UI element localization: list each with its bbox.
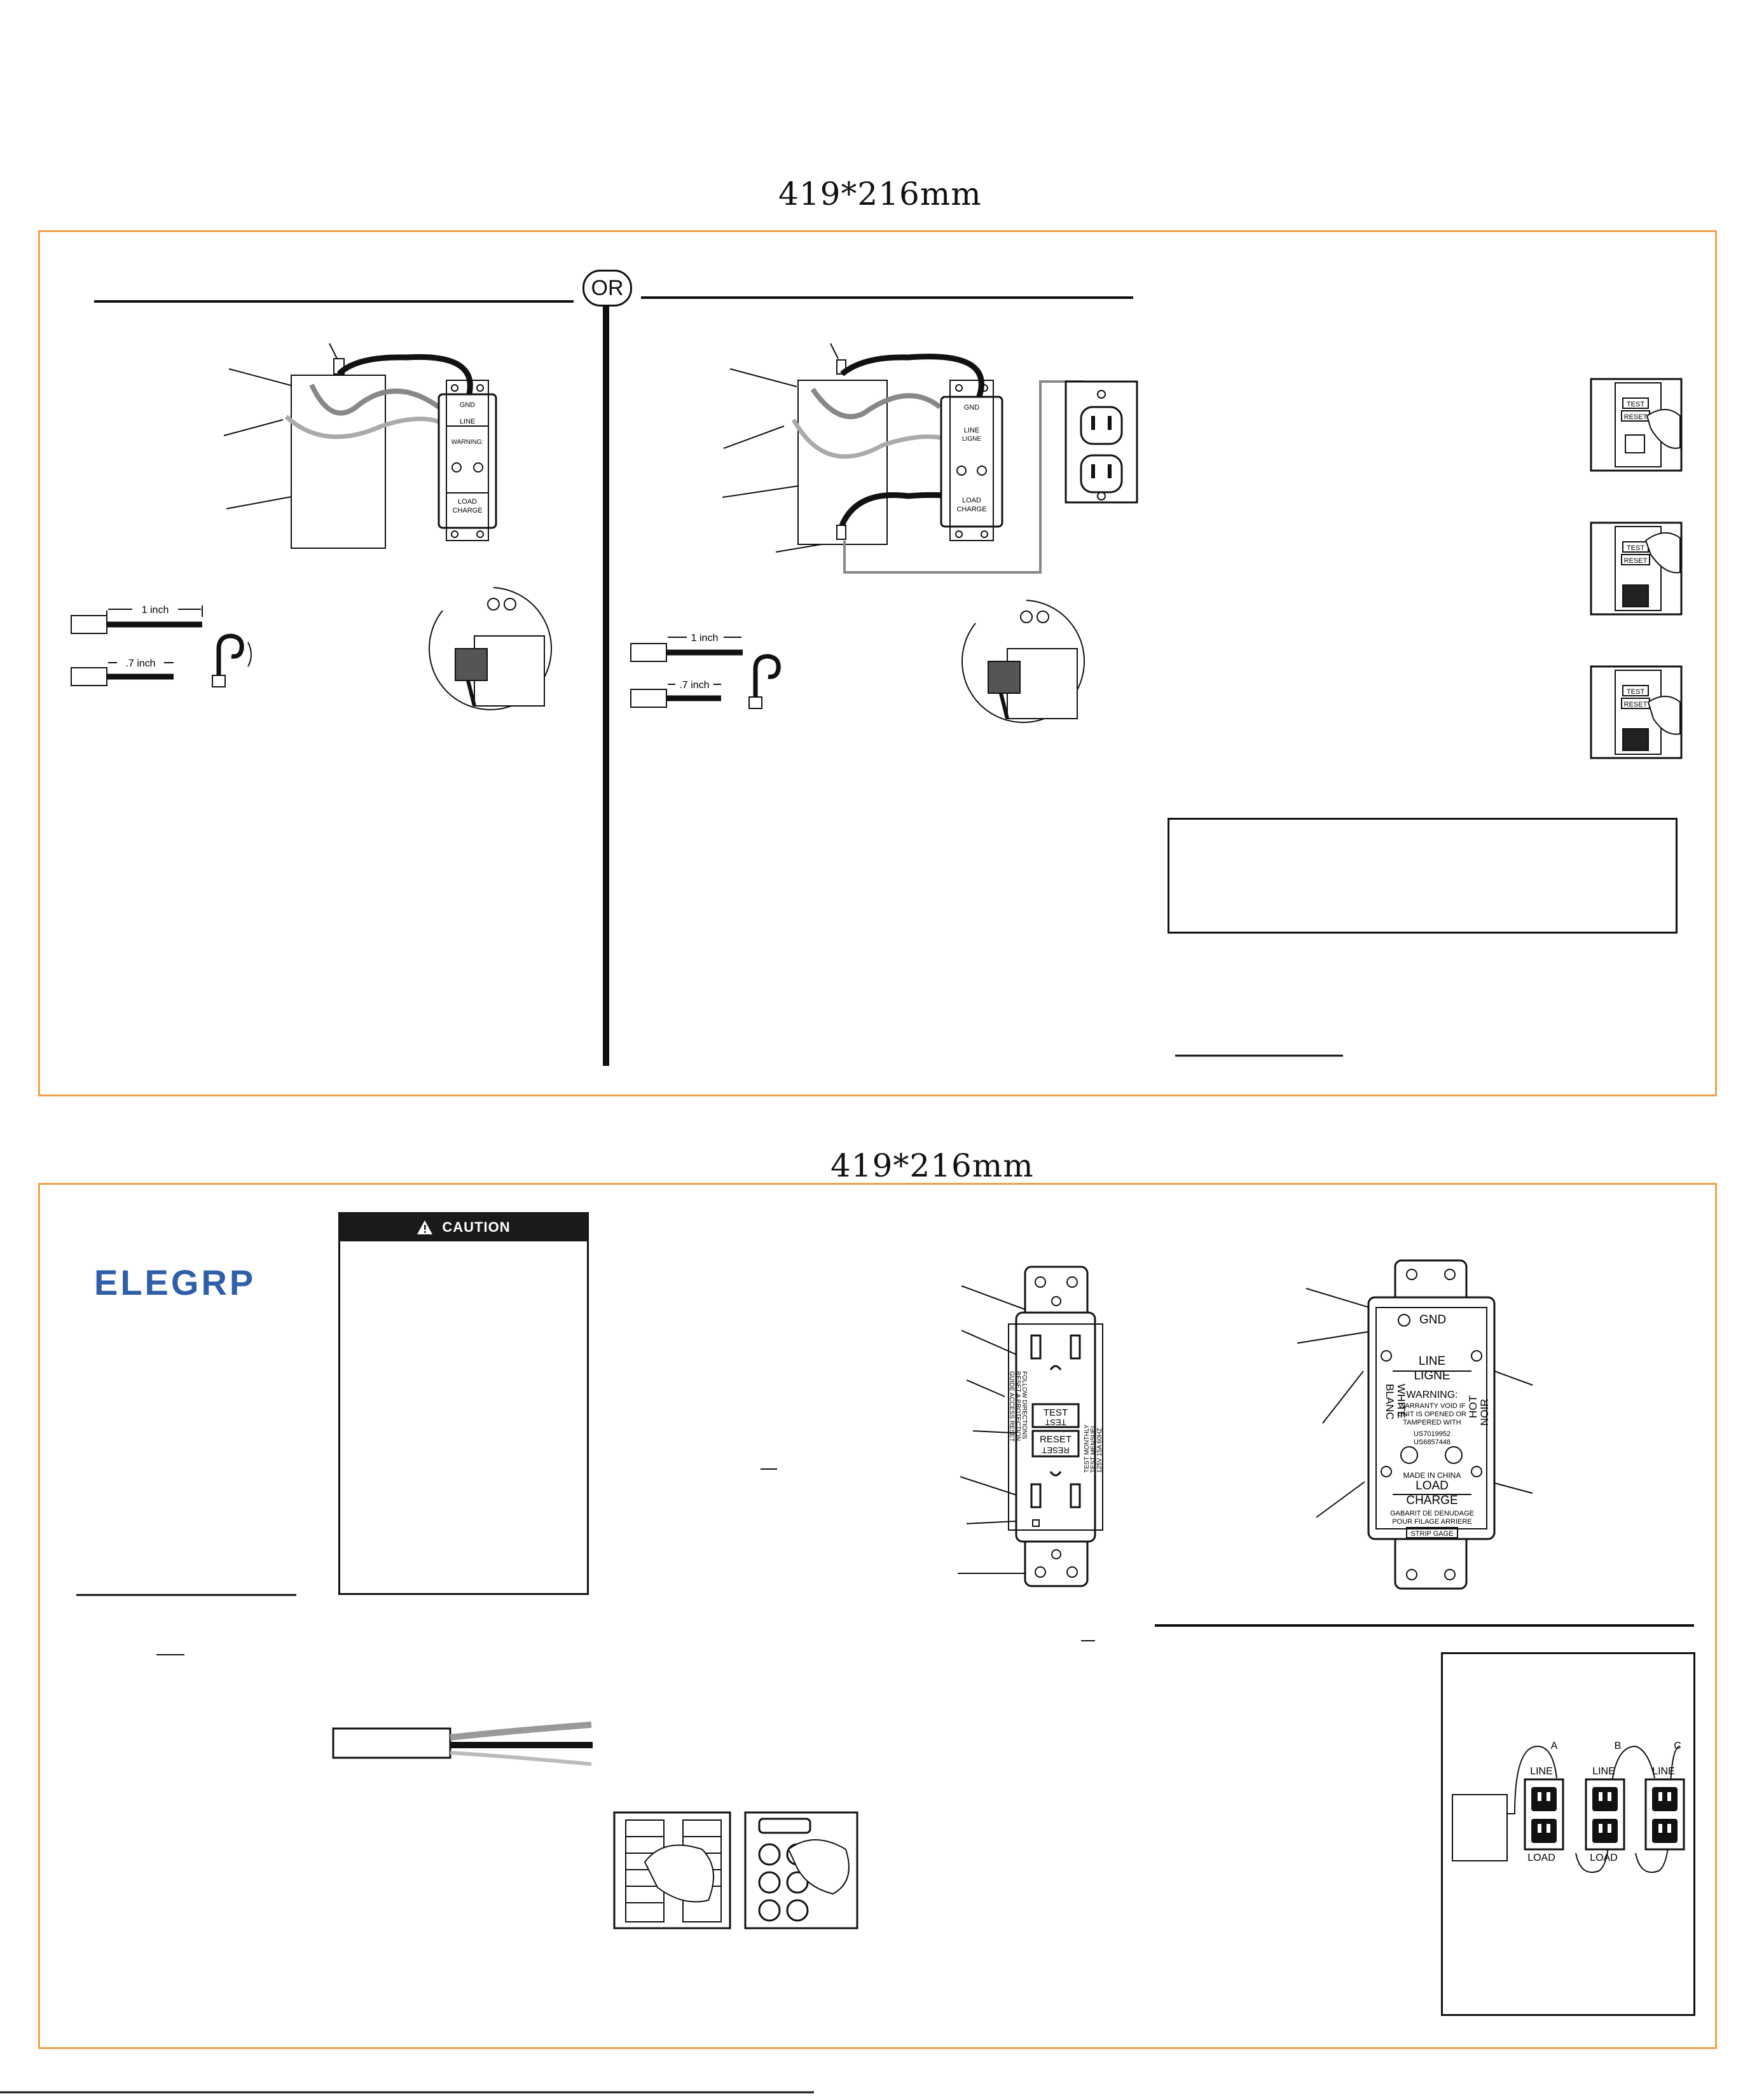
breaker-panel-illustration bbox=[613, 1811, 731, 1929]
device-a-load: LOAD bbox=[458, 498, 477, 506]
back-line: LINE bbox=[1418, 1355, 1446, 1368]
chain-c-line: LINE bbox=[1652, 1766, 1675, 1777]
back-noir: NOIR bbox=[1478, 1398, 1491, 1426]
front-left-text-3: GUIDE ACCESS RESET bbox=[1008, 1371, 1015, 1442]
device-b-line: LINE bbox=[963, 427, 980, 434]
front-test-label: TEST bbox=[1043, 1407, 1068, 1418]
back-patent-2: US6857448 bbox=[1413, 1439, 1451, 1446]
front-right-text-1: TEST MONTHLY bbox=[1084, 1424, 1091, 1473]
back-white: WHITE bbox=[1395, 1384, 1407, 1419]
back-warning-line-2: UNIT IS OPENED OR bbox=[1398, 1411, 1466, 1418]
chain-letter-a: A bbox=[1550, 1741, 1558, 1751]
back-charge: CHARGE bbox=[1406, 1494, 1458, 1507]
bottom-dimension-label: 419*216mm bbox=[830, 1147, 1034, 1184]
step2-test: TEST bbox=[1626, 544, 1645, 552]
step3-reset: RESET bbox=[1623, 701, 1648, 708]
front-test-label-inverted: TEST bbox=[1045, 1418, 1066, 1427]
front-right-text-3: 125V 15A 60HZ bbox=[1096, 1428, 1103, 1473]
brand-logo: ELEGRP bbox=[94, 1262, 256, 1302]
back-patent-1: US7019952 bbox=[1413, 1430, 1451, 1438]
step2-reset: RESET bbox=[1623, 557, 1648, 565]
front-left-text-2: RESET A PROTECTION bbox=[1014, 1371, 1021, 1441]
gfci-back-view bbox=[1297, 1257, 1552, 1594]
device-a-line: LINE bbox=[459, 418, 476, 425]
back-warning-line-1: WARRANTY VOID IF bbox=[1398, 1402, 1466, 1410]
chain-letter-c: C bbox=[1674, 1741, 1681, 1751]
step1-test: TEST bbox=[1626, 401, 1645, 408]
strip-short-label-left: .7 inch bbox=[125, 658, 156, 669]
device-b-gnd: GND bbox=[963, 404, 980, 411]
back-blanc: BLANC bbox=[1384, 1384, 1396, 1420]
strip-short-label-right: .7 inch bbox=[679, 680, 710, 691]
front-reset-label-inverted: RESET bbox=[1042, 1446, 1070, 1455]
back-gnd: GND bbox=[1419, 1313, 1447, 1327]
warning-triangle-icon bbox=[417, 1220, 433, 1235]
chain-b-load: LOAD bbox=[1590, 1853, 1618, 1863]
caution-box bbox=[338, 1212, 589, 1595]
chain-b-line: LINE bbox=[1592, 1766, 1615, 1777]
front-left-text-1: FOLLOW DIRECTIONS bbox=[1021, 1371, 1028, 1439]
back-ligne: LIGNE bbox=[1414, 1369, 1450, 1383]
device-b-charge: CHARGE bbox=[956, 506, 987, 513]
front-right-text-2: TEST MENSUEL bbox=[1090, 1424, 1097, 1473]
back-warning-line-3: TAMPERED WITH bbox=[1403, 1419, 1461, 1426]
chain-a-load: LOAD bbox=[1527, 1853, 1555, 1863]
device-a-warning: WARNING: bbox=[451, 439, 484, 446]
daisy-chain-diagram bbox=[1451, 1737, 1693, 1884]
device-a-gnd: GND bbox=[459, 401, 476, 409]
caution-header bbox=[340, 1213, 588, 1241]
device-b-ligne: LIGNE bbox=[961, 436, 982, 443]
back-load: LOAD bbox=[1416, 1479, 1449, 1493]
device-b-load: LOAD bbox=[962, 497, 981, 504]
back-warning-title: WARNING: bbox=[1406, 1390, 1458, 1400]
or-badge-text: OR bbox=[591, 275, 624, 300]
cable-strip-illustration bbox=[331, 1708, 598, 1772]
step3-test: TEST bbox=[1626, 688, 1645, 696]
top-dimension-label: 419*216mm bbox=[778, 176, 982, 212]
chain-letter-b: B bbox=[1614, 1741, 1622, 1751]
chain-a-line: LINE bbox=[1530, 1766, 1553, 1777]
front-reset-label: RESET bbox=[1039, 1434, 1072, 1445]
back-strip-gage: STRIP GAGE bbox=[1410, 1530, 1454, 1538]
fuse-panel-illustration bbox=[744, 1811, 858, 1929]
strip-long-label-left: 1 inch bbox=[141, 605, 169, 616]
back-hot: HOT bbox=[1467, 1395, 1479, 1418]
caution-title: CAUTION bbox=[442, 1219, 511, 1235]
step1-reset: RESET bbox=[1623, 413, 1648, 421]
strip-long-label-right: 1 inch bbox=[691, 633, 719, 644]
back-gabarit-1: GABARIT DE DENUDAGE bbox=[1390, 1510, 1474, 1517]
back-gabarit-2: POUR FILAGE ARRIERE bbox=[1392, 1518, 1472, 1526]
back-made-in: MADE IN CHINA bbox=[1403, 1471, 1461, 1480]
device-a-charge: CHARGE bbox=[452, 507, 483, 514]
gfci-front-view bbox=[954, 1263, 1157, 1591]
